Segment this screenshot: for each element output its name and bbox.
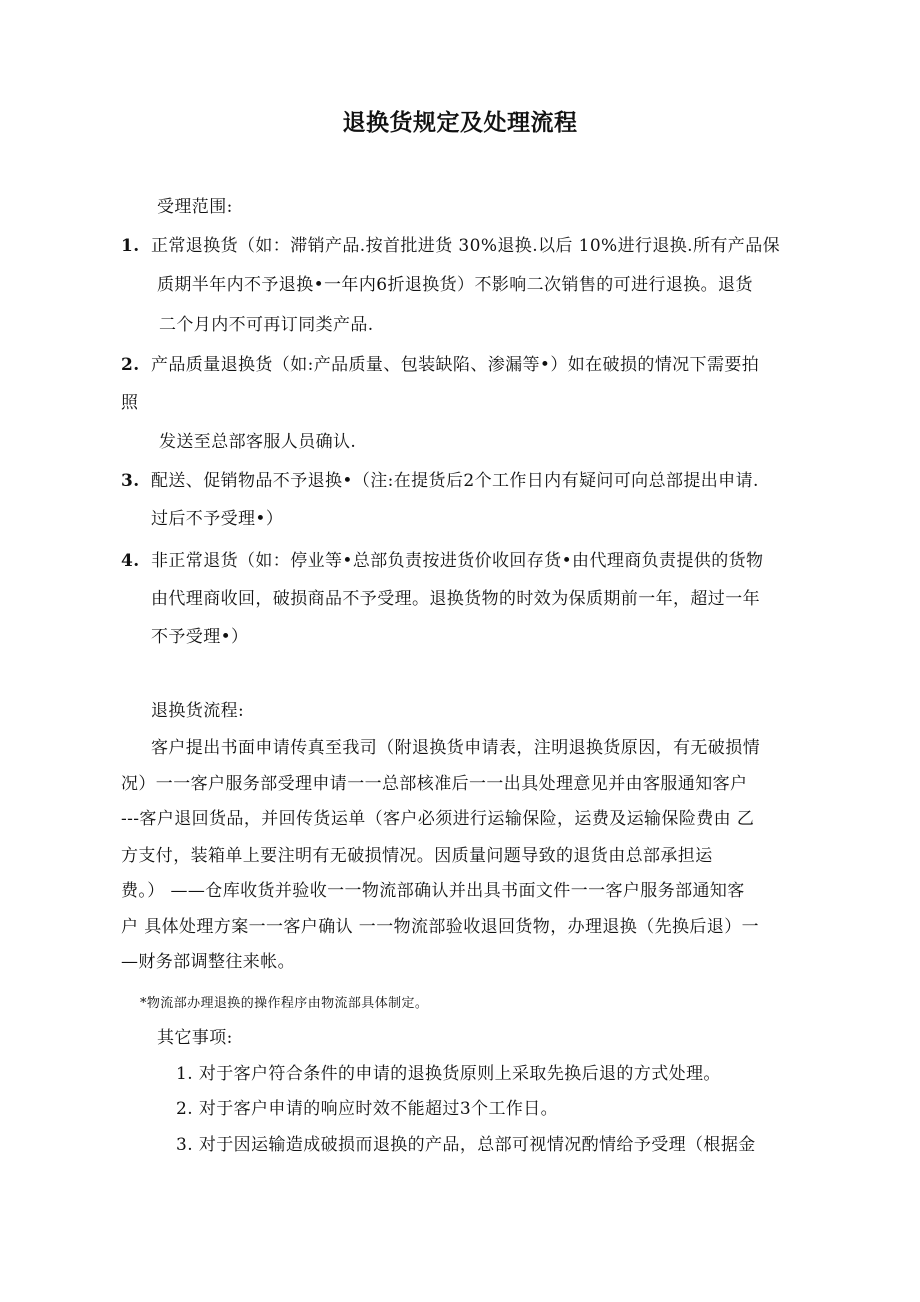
- scope-item-3-line-2: 过后不予受理•）: [151, 509, 284, 529]
- other-item-2: 2. 对于客户申请的响应时效不能超过3个工作日。: [176, 1099, 559, 1119]
- scope-item-4-number: 4.: [121, 551, 140, 571]
- process-heading: 退换货流程:: [151, 701, 245, 721]
- other-item-3: 3. 对于因运输造成破损而退换的产品，总部可视情况酌情给予受理（根据金: [176, 1135, 756, 1155]
- scope-item-4-line-1: 非正常退货（如：停业等•总部负责按进货价收回存货•由代理商负责提供的货物: [151, 551, 764, 571]
- other-item-1: 1. 对于客户符合条件的申请的退换货原则上采取先换后退的方式处理。: [176, 1064, 721, 1084]
- scope-item-2: [121, 354, 759, 376]
- other-heading: 其它事项:: [157, 1028, 233, 1048]
- scope-item-1-line-1: 正常退换货（如：滞销产品.按首批进货 30%退换.以后 10%进行退换.所有产品保: [151, 236, 780, 256]
- process-line-2: 况）一一客户服务部受理申请一一总部核准后一一出具处理意见并由客服通知客户: [121, 774, 748, 794]
- process-line-7: —财务部调整往来帐。: [121, 952, 295, 972]
- scope-heading: 受理范围:: [157, 197, 233, 217]
- scope-item-4-line-3: 不予受理•）: [151, 627, 249, 647]
- process-note: *物流部办理退换的操作程序由物流部具体制定。: [140, 996, 429, 1011]
- scope-item-1-line-2: 质期半年内不予退换•一年内6折退换货）不影响二次销售的可进行退换。退货: [157, 275, 753, 295]
- scope-item-1-number: 1.: [121, 236, 140, 256]
- scope-item-3-line-1: 配送、促销物品不予退换•（注:在提货后2个工作日内有疑问可向总部提出申请.: [151, 471, 759, 491]
- process-line-3: ---客户退回货品，并回传货运单（客户必须进行运输保险，运费及运输保险费由 乙: [121, 809, 755, 829]
- process-line-5: 费。） ——仓库收货并验收一一物流部确认并出具书面文件一一客户服务部通知客: [121, 881, 745, 901]
- scope-item-4-line-2: 由代理商收回，破损商品不予受理。退换货物的时效为保质期前一年，超过一年: [151, 589, 760, 609]
- scope-item-3-number: 3.: [121, 471, 140, 491]
- scope-item-2-number: 2.: [121, 355, 140, 375]
- process-line-4: 方支付，装箱单上要注明有无破损情况。因质量问题导致的退货由总部承担运: [121, 846, 713, 866]
- scope-item-2-line-3: 发送至总部客服人员确认.: [159, 432, 357, 452]
- document-title: 退换货规定及处理流程: [342, 110, 578, 136]
- scope-item-2-line-2: 照: [121, 393, 139, 413]
- scope-item-2-line-1: 产品质量退换货（如:产品质量、包装缺陷、渗漏等•）如在破损的情况下需要拍: [151, 355, 760, 375]
- scope-item-4: [121, 550, 763, 572]
- scope-item-3: [121, 470, 759, 492]
- scope-item-1: [121, 235, 780, 257]
- process-line-6: 户 具体处理方案一一客户确认 一一物流部验收退回货物，办理退换（先换后退）一: [121, 917, 760, 937]
- scope-item-1-line-3: 二个月内不可再订同类产品.: [159, 315, 374, 335]
- process-line-1: 客户提出书面申请传真至我司（附退换货申请表，注明退换货原因，有无破损情: [151, 738, 760, 758]
